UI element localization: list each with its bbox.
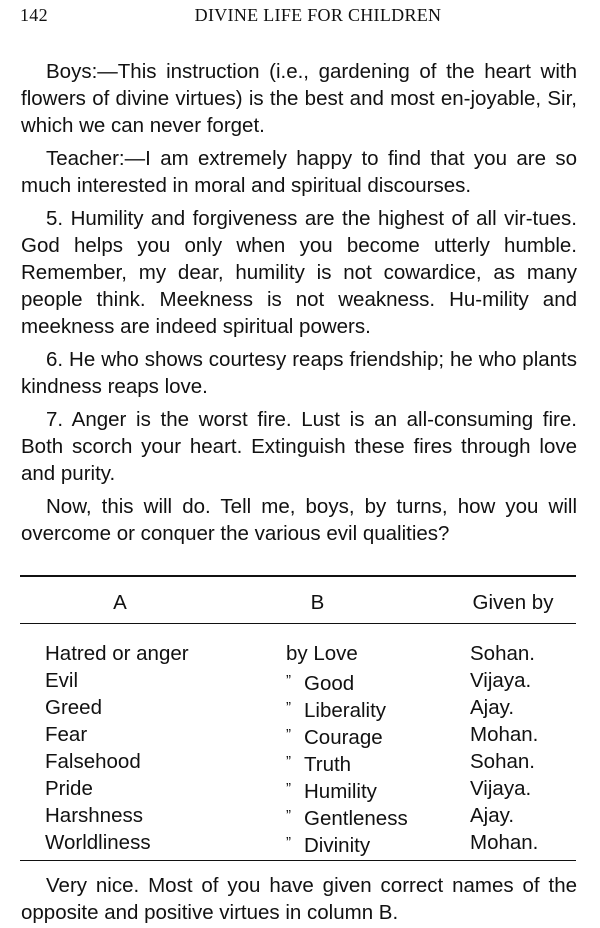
table-row [20,748,576,775]
header-a: A [113,591,127,614]
table-top-rule [20,575,576,577]
header-b: B [310,591,325,614]
page-number: 142 [20,5,48,25]
cell-quality: Pride [45,777,93,800]
cell-quality: Hatred or anger [45,642,189,665]
virtues-table [20,575,576,861]
table-header-row [20,587,576,624]
virtue-text: Humility [304,780,377,803]
table-row [20,667,576,694]
cell-quality: Harshness [45,804,143,827]
header-given-by: Given by [472,591,554,614]
closing-text [21,872,577,926]
cell-given-by: Ajay. [470,804,515,827]
virtue-text: Gentleness [304,807,408,830]
virtue-text: by Love [286,642,358,665]
table-bottom-rule [20,860,576,861]
cell-virtue [260,667,460,694]
cell-quality: Falsehood [45,750,141,773]
paragraph: Very nice. Most of you have given correct names of the opposite and positive virtues in column B. [21,874,577,924]
cell-given-by: Vijaya. [470,669,532,692]
ditto-mark: ” [286,726,291,743]
cell-virtue [260,775,460,802]
virtue-text: Courage [304,726,383,749]
cell-virtue [260,802,460,829]
ditto-mark: ” [286,672,291,689]
table-row [20,721,576,748]
cell-virtue [260,640,460,667]
cell-given-by: Mohan. [470,831,539,854]
virtue-text: Good [304,672,355,695]
table-row [20,829,576,856]
virtue-text: Truth [304,753,352,776]
paragraph: 7. Anger is the worst fire. Lust is an all-consuming fire. Both scorch your heart. Extinguish these fires through love and purity. [21,408,577,485]
table-row [20,640,576,667]
paragraph: Teacher:—I am extremely happy to find that you are so much interested in moral and spiritual discourses. [21,147,577,197]
body-text [21,58,577,553]
ditto-mark: ” [286,753,291,770]
table-row [20,694,576,721]
ditto-mark: ” [286,807,291,824]
table-row [20,802,576,829]
cell-quality: Fear [45,723,88,746]
cell-quality: Evil [45,669,79,692]
paragraph: Now, this will do. Tell me, boys, by turns, how you will overcome or conquer the various evil qualities? [21,495,577,545]
cell-virtue [260,748,460,775]
ditto-mark: ” [286,834,291,851]
cell-given-by: Sohan. [470,642,535,665]
cell-virtue [260,694,460,721]
paragraph: 5. Humility and forgiveness are the highest of all vir-tues. God helps you only when you become utterly humble. Remember, my dear, humility is not cowardice, as many people think. Meekness is not weakness. Hu-mility and meekness are indeed spiritual powers. [21,207,577,338]
cell-quality: Greed [45,696,102,719]
paragraph: 6. He who shows courtesy reaps friendship; he who plants kindness reaps love. [21,348,577,398]
cell-virtue [260,721,460,748]
running-title: DIVINE LIFE FOR CHILDREN [194,5,442,25]
cell-given-by: Ajay. [470,696,515,719]
cell-given-by: Sohan. [470,750,535,773]
table-body [20,640,576,856]
paragraph: Boys:—This instruction (i.e., gardening of the heart with flowers of divine virtues) is the best and most en-joyable, Sir, which we can never forget. [21,60,577,137]
table-row [20,775,576,802]
ditto-mark: ” [286,780,291,797]
ditto-mark: ” [286,699,291,716]
cell-given-by: Mohan. [470,723,539,746]
virtue-text: Divinity [304,834,371,857]
cell-virtue [260,829,460,856]
page-header [20,5,580,29]
cell-given-by: Vijaya. [470,777,532,800]
virtue-text: Liberality [304,699,387,722]
cell-quality: Worldliness [45,831,151,854]
